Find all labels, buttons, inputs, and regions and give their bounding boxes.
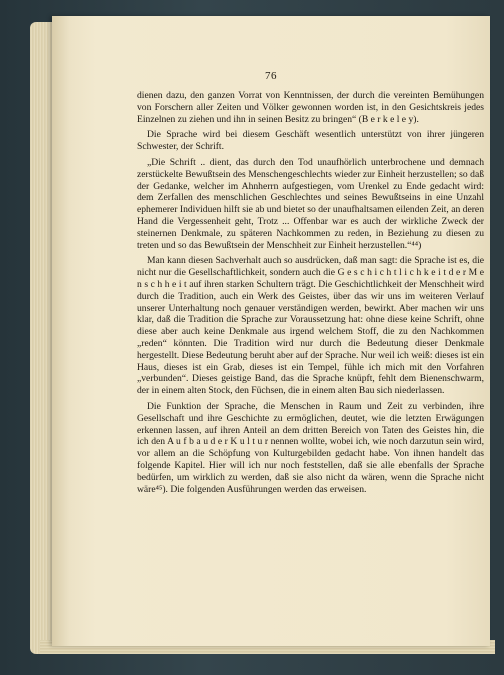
paragraph: dienen dazu, den ganzen Vorrat von Kenntnissen, der durch die vereinten Bemühungen von Forschern aller Zeiten und Völker gewonnen worden ist, in den Gesichtskreis jedes Einzelnen zu ziehen und ihn in seinen Besitz zu bringen“ (B e r k e l e y). [137, 90, 484, 125]
paragraph: Die Sprache wird bei diesem Geschäft wesentlich unterstützt von ihrer jüngeren Schwester, der Schrift. [137, 129, 484, 153]
book-page [52, 16, 490, 646]
quote-paragraph: „Die Schrift .. dient, das durch den Tod unaufhörlich unterbrochene und demnach zerstückelte Bewußtsein des Menschengeschlechts wieder zur Einheit herzustellen; so daß der Gedanke, welcher im Ahnherrn aufgestiegen, vom Urenkel zu Ende gedacht wird: dem Zerfallen des menschlichen Geschlechtes und seines Bewußtseins in eine Unzahl ephemerer Individuen hilft sie ab und bietet so der unaufhaltsamen eilenden Zeit, an deren Hand die Vergessenheit geht, Trotz ... Offenbar war es auch der wirkliche Zweck der steinernen Denkmale, zu späteren Nachkommen zu reden, in Beziehung zu diesen zu treten und so das Bewußtsein der Menschheit zur Einheit herzustellen.“⁴⁴) [137, 156, 484, 251]
page-number: 76 [265, 70, 277, 82]
paragraph: Die Funktion der Sprache, die Menschen in Raum und Zeit zu verbinden, ihre Gesellschaft und ihre Geschichte zu ermöglichen, deutet, wie die letzten Erwägungen erkennen lassen, auf ihren Anteil an dem dritten Bereich von Taten des Geistes hin, die ich den A u f b a u d e r K u l t u r nennen wollte, wobei ich, wie noch darzutun sein wird, vor allem an die Schöpfung von Kulturgebilden gedacht habe. Von ihnen handelt das folgende Kapitel. Hier will ich nur noch feststellen, daß sie alle ebenfalls der Sprache bedürfen, um wirklich zu werden, daß sie also nicht da wären, wenn die Sprache nicht wäre⁴⁵). Die folgenden Ausführungen werden das erweisen. [137, 400, 484, 495]
body-text [137, 90, 484, 499]
paragraph: Man kann diesen Sachverhalt auch so ausdrücken, daß man sagt: die Sprache ist es, die nicht nur die Gesellschaftlichkeit, sondern auch die G e s c h i c h t l i c h k e i t d e r M e n s c h h e i t auf ihren starken Schultern trägt. Die Geschichtlichkeit der Menschheit wird durch die Tradition, auch ein Werk des Geistes, über das wir uns im weiteren Verlauf unserer Unterhaltung noch genauer verständigen werden, bewirkt. Aber machen wir uns klar, daß die Tradition die Sprache zur Voraussetzung hat: ohne diese keine Schrift, ohne diese aber auch keine Denkmale aus irgend welchem Stoff, die zu den Nachkommen „reden“ könnten. Die Tradition wird nur durch die Bedeutung dieser Denkmale hergestellt. Diese Bedeutung beruht aber auf der Sprache. Nur weil ich weiß: dieses ist ein Haus, dieses ist ein Grab, dieses ist ein Tempel, fühle ich mich mit den Vorfahren „verbunden“. Dieses geistige Band, das die Sprache knüpft, fehlt dem Bienenschwarm, der in einem alten Stock, den Füchsen, die in einem alten Bau sich niederlassen. [137, 255, 484, 397]
